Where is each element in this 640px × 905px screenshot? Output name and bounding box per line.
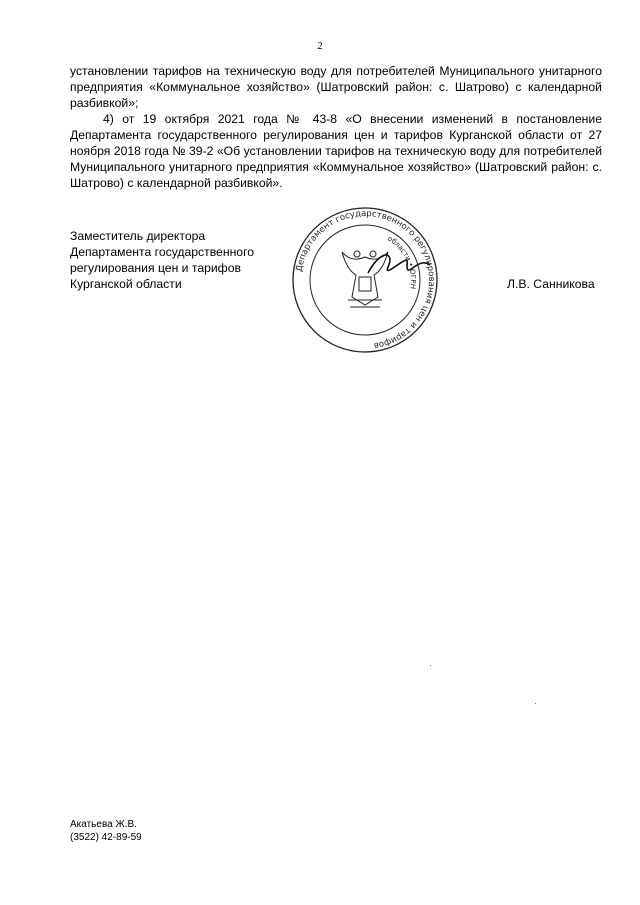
page-number: 2 [317, 40, 323, 52]
paragraph-item-4: 4) от 19 октября 2021 года № 43-8 «О внесении изменений в постановление Департамента государственного регулирования цен и тарифов Курганской области от 27 ноября 2018 года № 39-2 «Об установлении тарифов на техническую воду для потребителей Муниципального унитарного предприятия «Коммунальное хозяйство» (Шатровский район: с. Шатрово) с календарной разбивкой». [70, 112, 602, 190]
executor-name: Акатьева Ж.В. [70, 819, 137, 830]
seal-outer-text: Департамент государственного регулирования цен и тарифов [294, 208, 437, 351]
official-seal-stamp [290, 205, 440, 355]
position-line: Заместитель директора [70, 229, 206, 243]
position-line: регулирования цен и тарифов [70, 261, 241, 275]
signatory-position [70, 228, 254, 292]
coat-of-arms-icon [342, 251, 388, 307]
document-body [70, 63, 602, 191]
handwritten-signature [368, 255, 430, 273]
seal-inner-text: области • ОГРН [386, 234, 418, 290]
position-line: Департамента государственного [70, 245, 255, 259]
paragraph-continuation: установлении тарифов на техническую воду для потребителей Муниципального унитарного предприятия «Коммунальное хозяйство» (Шатровский район: с. Шатрово) с календарной разбивкой»; [70, 64, 602, 110]
scan-speck [535, 703, 536, 704]
signatory-name: Л.В. Санникова [507, 277, 595, 291]
position-line: Курганской области [70, 277, 182, 291]
executor-phone: (3522) 42-89-59 [70, 832, 142, 843]
executor-info [70, 818, 142, 844]
scan-speck [430, 665, 431, 666]
